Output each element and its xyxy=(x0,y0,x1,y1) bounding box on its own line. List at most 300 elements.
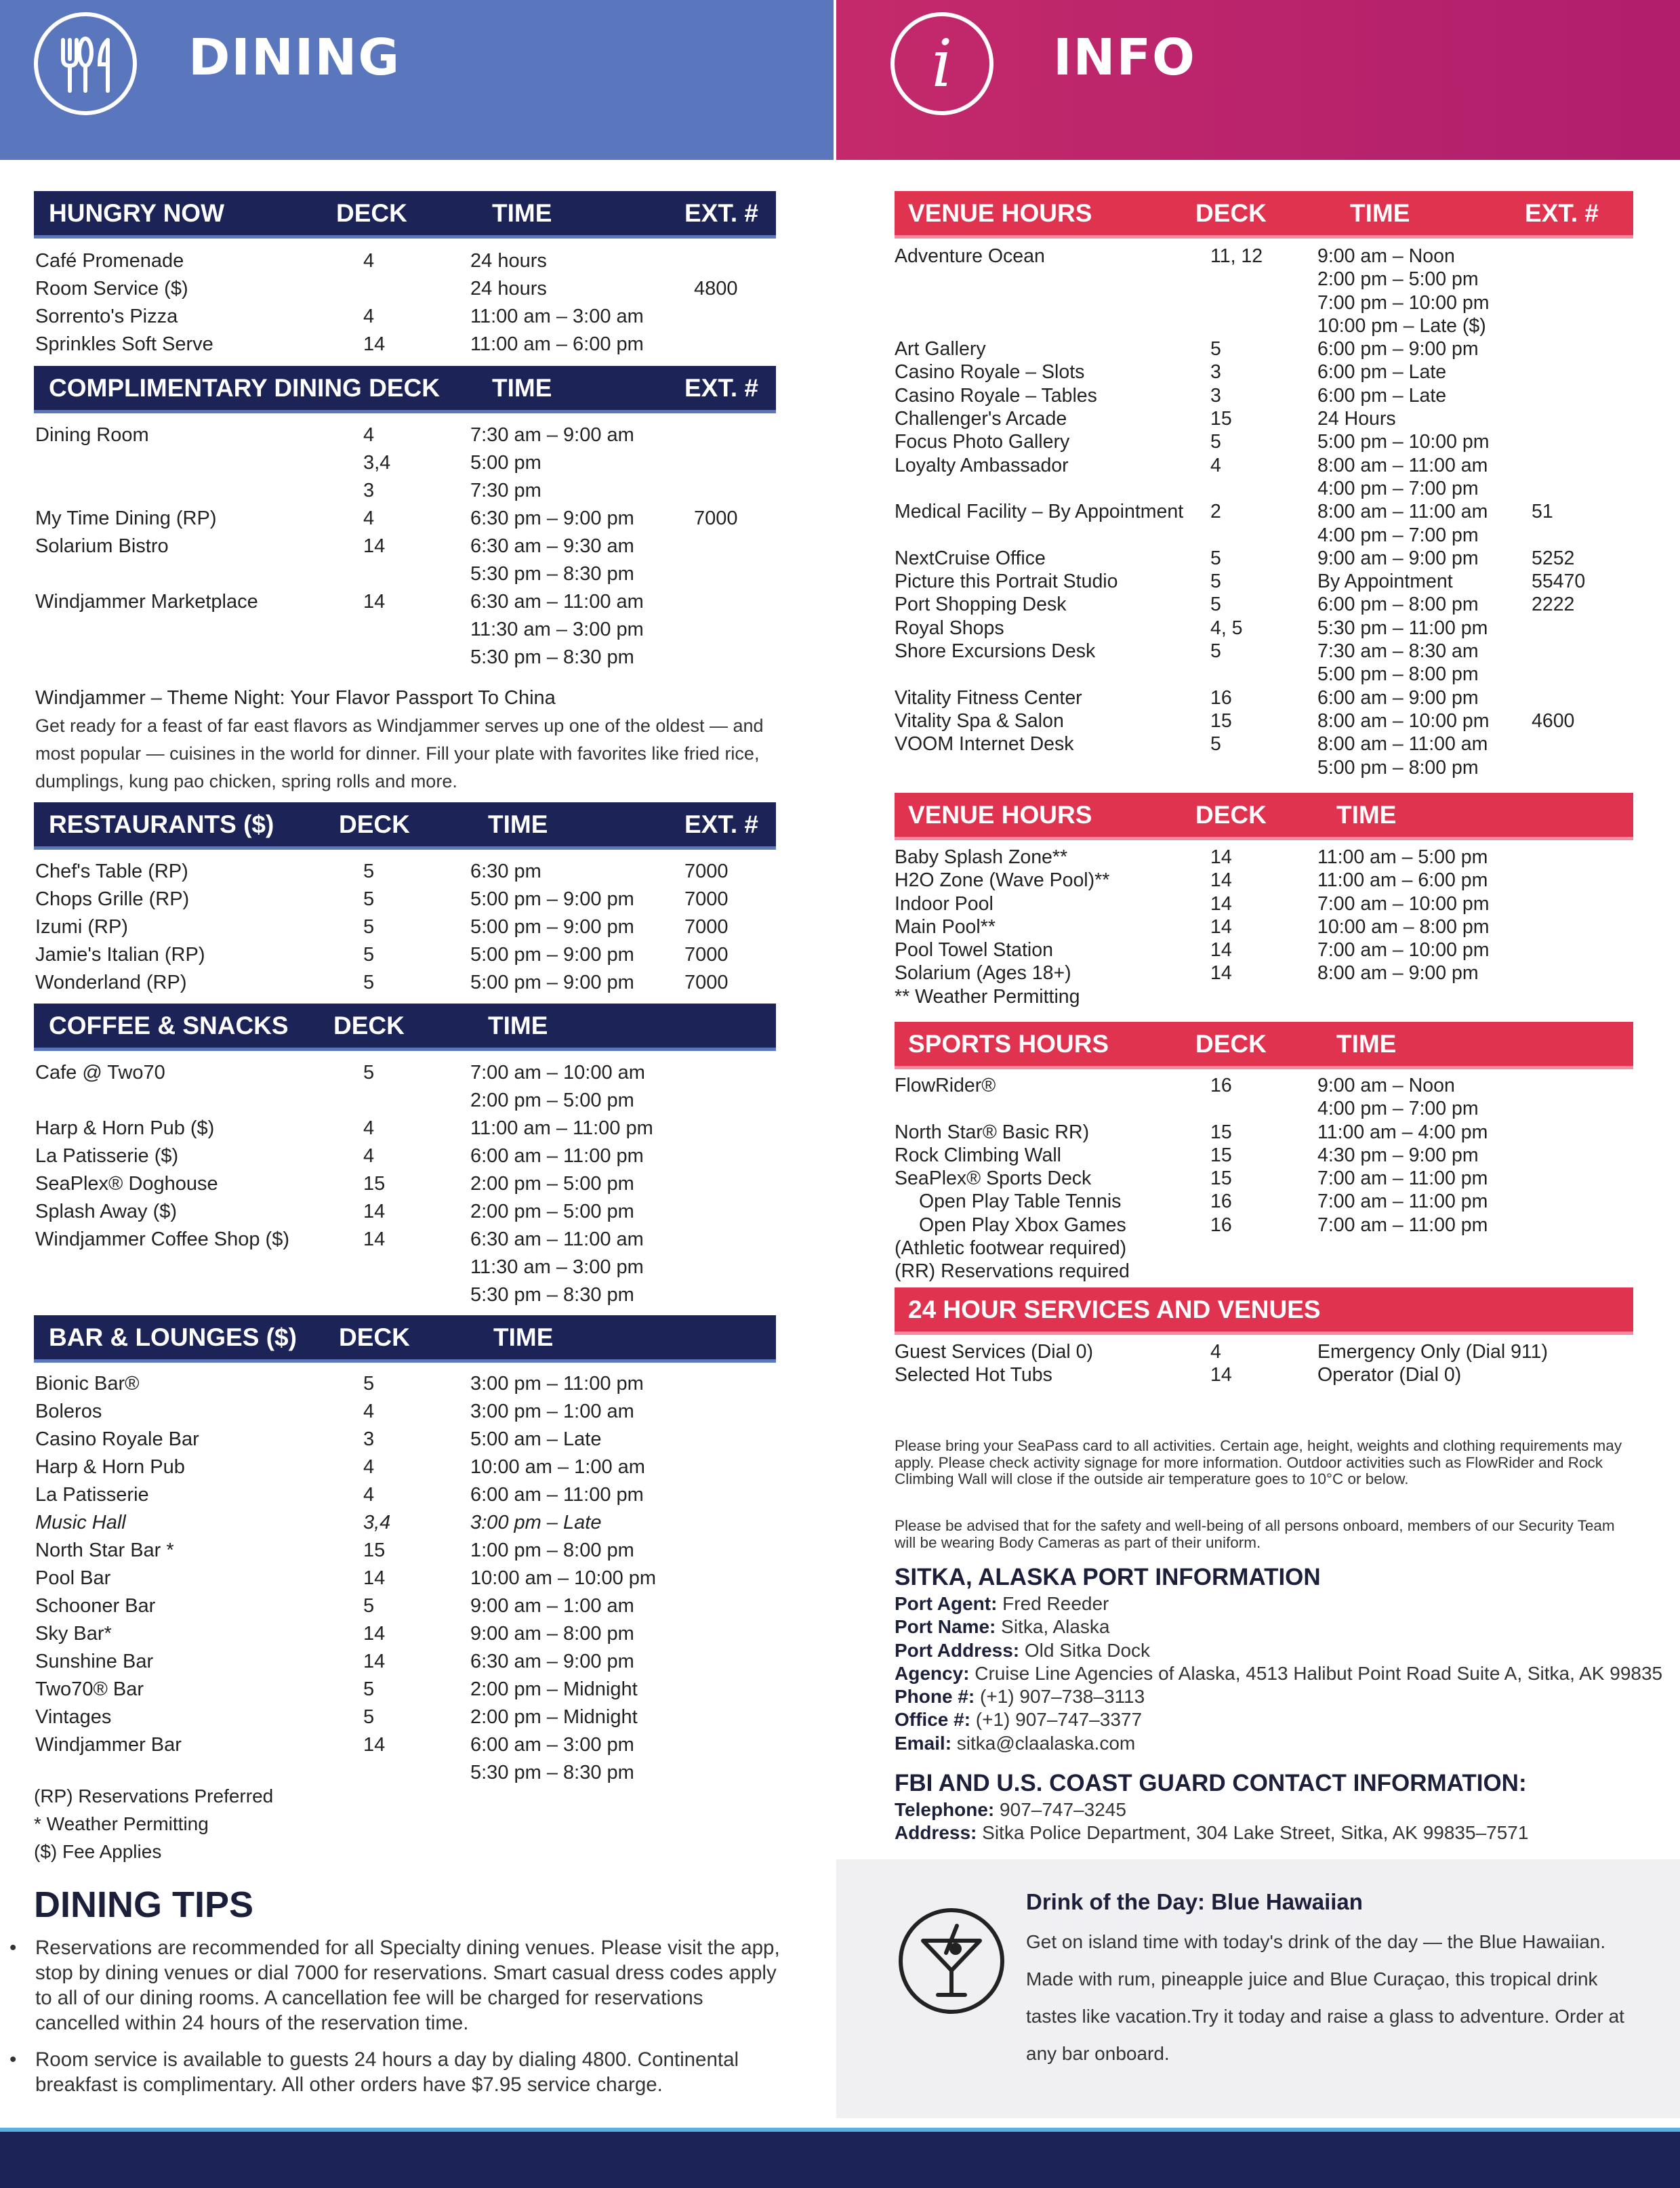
table-cell: 7:30 am – 8:30 am xyxy=(1317,640,1479,663)
table-cell: 5:00 pm – 8:00 pm xyxy=(1317,663,1479,686)
table-cell: 14 xyxy=(363,1229,386,1250)
table-cell: H2O Zone (Wave Pool)** xyxy=(895,869,1110,892)
restaurants-table xyxy=(35,858,774,997)
table-row xyxy=(895,547,1633,570)
table-row xyxy=(895,1144,1633,1167)
table-cell: 5 xyxy=(363,944,375,966)
table-cell: 9:00 am – 9:00 pm xyxy=(1317,547,1479,569)
table-row xyxy=(35,1648,774,1676)
table-row xyxy=(895,593,1633,616)
table-row xyxy=(895,268,1633,291)
table-cell: 24 hours xyxy=(470,250,547,272)
table-cell: 8:00 am – 11:00 am xyxy=(1317,733,1488,756)
table-cell: 14 xyxy=(1210,892,1232,915)
table-cell: 4 xyxy=(1210,454,1221,476)
table-row xyxy=(35,1453,774,1481)
table-row xyxy=(895,1121,1633,1144)
table-cell: Open Play Table Tennis xyxy=(919,1191,1122,1213)
table-cell: 4:00 pm – 7:00 pm xyxy=(1317,1098,1479,1120)
table-cell: 15 xyxy=(1210,1121,1232,1143)
table-row xyxy=(895,915,1633,938)
table-row xyxy=(895,756,1633,779)
table-cell: Sorrento's Pizza xyxy=(35,306,178,327)
table-cell: 6:00 am – 11:00 pm xyxy=(470,1145,644,1167)
table-cell: 7:00 pm – 10:00 pm xyxy=(1317,291,1490,314)
table-cell: Adventure Ocean xyxy=(895,245,1045,267)
table-cell: 8:00 am – 11:00 am xyxy=(1317,501,1488,523)
table-row xyxy=(895,500,1633,523)
col-deck: DECK xyxy=(333,1011,405,1039)
table-cell: Solarium Bistro xyxy=(35,535,169,557)
table-row xyxy=(895,1260,1633,1283)
info-line xyxy=(895,1662,1662,1685)
col-deck: DECK xyxy=(336,199,407,227)
table-cell: 9:00 am – Noon xyxy=(1317,245,1455,267)
table-row xyxy=(35,1059,774,1087)
table-cell: 6:30 am – 9:30 am xyxy=(470,535,634,557)
col-deck: DECK xyxy=(339,1323,410,1351)
table-row xyxy=(895,570,1633,593)
table-cell: 4 xyxy=(363,1117,375,1139)
venue-hours-header xyxy=(895,191,1633,239)
table-cell: 4:00 pm – 7:00 pm xyxy=(1317,524,1479,546)
info-icon: i xyxy=(890,12,993,115)
table-cell: Room Service ($) xyxy=(35,278,188,300)
info-label: Port Name: xyxy=(895,1616,996,1638)
table-cell: 5:00 pm xyxy=(470,452,541,474)
theme-night-title: Windjammer – Theme Night: Your Flavor Passport To China xyxy=(35,687,556,709)
table-cell: 5:00 pm – 9:00 pm xyxy=(470,972,634,993)
table-cell: 4 xyxy=(1210,1341,1221,1363)
bar-lounges-header xyxy=(34,1315,776,1363)
martini-glass-icon xyxy=(899,1908,1004,2014)
legend-weather: * Weather Permitting xyxy=(34,1813,209,1834)
table-cell: 4:30 pm – 9:00 pm xyxy=(1317,1144,1479,1166)
col-time: TIME xyxy=(1336,800,1397,829)
table-cell: 7:00 am – 11:00 pm xyxy=(1317,1191,1488,1213)
col-ext: EXT. # xyxy=(684,373,758,402)
table-cell: 5 xyxy=(1210,338,1221,360)
table-row xyxy=(35,1704,774,1731)
table-cell: Focus Photo Gallery xyxy=(895,431,1070,453)
table-cell: 11, 12 xyxy=(1210,245,1263,267)
table-cell: 11:30 am – 3:00 pm xyxy=(470,1256,644,1278)
table-cell: 4:00 pm – 7:00 pm xyxy=(1317,477,1479,499)
table-row xyxy=(35,1509,774,1537)
hungry-now-header xyxy=(34,191,776,239)
table-cell: 5:30 pm – 8:30 pm xyxy=(470,646,634,668)
table-cell: 2:00 pm – 5:00 pm xyxy=(470,1173,634,1195)
table-cell: Chops Grille (RP) xyxy=(35,888,190,910)
table-cell: La Patisserie ($) xyxy=(35,1145,179,1167)
table-cell: 4 xyxy=(363,1145,375,1167)
info-label: Port Address: xyxy=(895,1639,1020,1661)
fork-knife-icon xyxy=(34,12,137,115)
table-cell: Dining Room xyxy=(35,424,149,446)
table-cell: 6:00 pm – Late xyxy=(1317,361,1447,384)
table-cell: 14 xyxy=(363,1201,386,1222)
table-row xyxy=(895,477,1633,500)
table-row xyxy=(35,616,774,644)
table-cell: FlowRider® xyxy=(895,1075,996,1096)
table-cell: 5:00 pm – 10:00 pm xyxy=(1317,431,1490,453)
table-cell: 24 hours xyxy=(470,278,547,300)
table-cell: 7:30 am – 9:00 am xyxy=(470,424,634,446)
table-cell: Open Play Xbox Games xyxy=(919,1214,1126,1236)
table-cell: 4 xyxy=(363,1401,375,1422)
table-cell: Rock Climbing Wall xyxy=(895,1144,1061,1166)
table-row xyxy=(35,1592,774,1620)
table-row xyxy=(895,1340,1633,1363)
table-cell: 5 xyxy=(363,1595,375,1617)
table-cell: 5 xyxy=(1210,431,1221,453)
table-cell: 14 xyxy=(363,1623,386,1645)
table-row xyxy=(35,1565,774,1592)
table-cell: 9:00 am – 1:00 am xyxy=(470,1595,634,1617)
table-cell: 7:00 am – 10:00 pm xyxy=(1317,892,1490,915)
venue-hours-table xyxy=(895,245,1633,779)
table-row xyxy=(35,247,774,275)
table-cell: 2:00 pm – 5:00 pm xyxy=(470,1201,634,1222)
table-cell: Art Gallery xyxy=(895,338,986,360)
table-cell: 5:00 pm – 9:00 pm xyxy=(470,944,634,966)
table-cell: 14 xyxy=(1210,1364,1232,1386)
col-time: TIME xyxy=(1350,199,1410,227)
table-cell: Harp & Horn Pub xyxy=(35,1456,185,1478)
info-value: sitka@claalaska.com xyxy=(951,1732,1136,1754)
table-cell: 55470 xyxy=(1532,571,1586,593)
table-cell: 14 xyxy=(1210,846,1232,868)
table-cell: 15 xyxy=(363,1173,386,1195)
table-cell: 4, 5 xyxy=(1210,617,1243,639)
table-row xyxy=(895,617,1633,640)
dining-tip: • Room service is available to guests 24 hours a day by dialing 4800. Continental breakfast is complimentary. All other orders have $7.95 service charge. xyxy=(9,2047,782,2097)
table-cell: 6:00 pm – Late xyxy=(1317,384,1447,407)
table-cell: 14 xyxy=(1210,939,1232,962)
table-row xyxy=(895,430,1633,453)
table-cell: 5 xyxy=(363,1706,375,1728)
info-line xyxy=(895,1708,1662,1731)
table-cell: (RR) Reservations required xyxy=(895,1260,1130,1283)
table-row xyxy=(895,407,1633,430)
table-cell: Windjammer Coffee Shop ($) xyxy=(35,1229,290,1250)
coffee-snacks-table xyxy=(35,1059,774,1309)
info-line xyxy=(895,1615,1662,1638)
table-cell: Café Promenade xyxy=(35,250,184,272)
dining-tip: • Reservations are recommended for all Specialty dining venues. Please visit the app, stop by dining venues or dial 7000 for reservations. Smart casual dress codes apply to all of our dining rooms. A cancellation fee will be charged for reservations cancelled within 24 hours of the reservation time. xyxy=(9,1935,782,2036)
table-cell: 6:30 am – 9:00 pm xyxy=(470,1651,634,1672)
table-row xyxy=(895,1214,1633,1237)
services-24-header xyxy=(895,1287,1633,1335)
table-cell: 7:00 am – 10:00 pm xyxy=(1317,939,1490,962)
col-venue: BAR & LOUNGES ($) xyxy=(49,1323,297,1351)
table-cell: Sky Bar* xyxy=(35,1623,112,1645)
dining-tips-list xyxy=(9,1935,782,2109)
table-row xyxy=(895,1074,1633,1097)
table-row xyxy=(35,1198,774,1226)
table-cell: SeaPlex® Sports Deck xyxy=(895,1168,1092,1190)
table-cell: Boleros xyxy=(35,1401,102,1422)
table-row xyxy=(895,709,1633,732)
table-cell: 5 xyxy=(363,1678,375,1700)
table-row xyxy=(35,1281,774,1309)
complimentary-dining-header xyxy=(34,366,776,413)
info-line xyxy=(895,1639,1662,1662)
table-cell: 6:30 pm xyxy=(470,861,541,882)
drink-description: Get on island time with today's drink of the day — the Blue Hawaiian. Made with rum, pineapple juice and Blue Curaçao, this tropical drink tastes like vacation.Try it today and raise a glass to adventure. Order at any bar onboard. xyxy=(1026,1931,1624,2064)
table-row xyxy=(895,640,1633,663)
table-cell: Pool Towel Station xyxy=(895,939,1053,962)
table-cell: 5:00 pm – 9:00 pm xyxy=(470,888,634,910)
info-line xyxy=(895,1821,1528,1844)
table-cell: 11:00 am – 5:00 pm xyxy=(1317,846,1488,868)
table-cell: 5:00 pm – 9:00 pm xyxy=(470,916,634,938)
table-row xyxy=(35,477,774,505)
table-cell: 14 xyxy=(363,1734,386,1756)
table-cell: 11:30 am – 3:00 pm xyxy=(470,619,644,640)
table-cell: 6:30 am – 11:00 am xyxy=(470,591,644,613)
table-row xyxy=(895,892,1633,915)
table-cell: Casino Royale – Slots xyxy=(895,361,1085,384)
bar-lounges-table xyxy=(35,1370,774,1787)
table-cell: 4800 xyxy=(694,278,738,300)
table-cell: 7000 xyxy=(684,861,729,882)
table-row xyxy=(895,1097,1633,1120)
info-label: Address: xyxy=(895,1822,977,1844)
table-cell: 7:00 am – 10:00 am xyxy=(470,1062,645,1083)
legend-rp: (RP) Reservations Preferred xyxy=(34,1786,274,1807)
venue-hours-pool-table xyxy=(895,846,1633,1008)
col-time: TIME xyxy=(492,373,552,402)
table-cell: 5 xyxy=(1210,640,1221,663)
info-value: Cruise Line Agencies of Alaska, 4513 Halibut Point Road Suite A, Sitka, AK 99835 xyxy=(969,1662,1663,1684)
table-cell: Pool Bar xyxy=(35,1567,111,1589)
info-value: Fred Reeder xyxy=(997,1593,1109,1614)
table-cell: 3:00 pm – Late xyxy=(470,1512,602,1533)
table-cell: 6:30 am – 11:00 am xyxy=(470,1229,644,1250)
col-deck: DECK xyxy=(1195,800,1267,829)
drink-of-the-day xyxy=(836,1859,1680,2118)
table-row xyxy=(35,1731,774,1759)
table-cell: 4 xyxy=(363,424,375,446)
table-cell: 5:30 pm – 8:30 pm xyxy=(470,1284,634,1306)
table-cell: 16 xyxy=(1210,1214,1232,1236)
table-row xyxy=(35,1254,774,1281)
table-cell: 16 xyxy=(1210,1075,1232,1096)
col-deck: DECK xyxy=(1195,1029,1267,1058)
col-time: TIME xyxy=(1336,1029,1397,1058)
info-label: Office #: xyxy=(895,1709,971,1731)
table-cell: 14 xyxy=(363,535,386,557)
table-cell: 4600 xyxy=(1532,709,1575,732)
table-cell: 2:00 pm – Midnight xyxy=(470,1706,638,1728)
table-cell: 5:00 pm – 8:00 pm xyxy=(1317,756,1479,779)
table-cell: 4 xyxy=(363,1456,375,1478)
table-cell: Windjammer Marketplace xyxy=(35,591,258,613)
info-value: Sitka, Alaska xyxy=(996,1616,1110,1638)
table-cell: 8:00 am – 11:00 am xyxy=(1317,454,1488,476)
info-line xyxy=(895,1592,1662,1615)
table-cell: 15 xyxy=(1210,1168,1232,1190)
table-cell: 15 xyxy=(1210,709,1232,732)
table-cell: Guest Services (Dial 0) xyxy=(895,1341,1094,1363)
table-cell: La Patisserie xyxy=(35,1484,149,1506)
footer-bar xyxy=(0,2128,1680,2188)
table-cell: 14 xyxy=(363,591,386,613)
table-row xyxy=(895,663,1633,686)
table-row xyxy=(35,1115,774,1142)
table-row xyxy=(35,303,774,331)
col-time: TIME xyxy=(488,810,548,838)
col-ext: EXT. # xyxy=(684,199,758,227)
table-row xyxy=(35,421,774,449)
table-cell: By Appointment xyxy=(1317,571,1453,593)
table-cell: 14 xyxy=(363,1651,386,1672)
table-row xyxy=(35,886,774,913)
table-cell: Solarium (Ages 18+) xyxy=(895,962,1071,985)
col-venue: COFFEE & SNACKS xyxy=(49,1011,289,1039)
services-24-table xyxy=(895,1340,1633,1387)
table-row xyxy=(35,1537,774,1565)
table-cell: 3,4 xyxy=(363,452,391,474)
table-cell: Loyalty Ambassador xyxy=(895,454,1069,476)
table-cell: 3 xyxy=(363,480,375,501)
table-cell: 3:00 pm – 1:00 am xyxy=(470,1401,634,1422)
table-cell: Bionic Bar® xyxy=(35,1373,140,1395)
theme-night xyxy=(35,684,781,796)
table-cell: 14 xyxy=(1210,962,1232,985)
table-cell: 10:00 pm – Late ($) xyxy=(1317,314,1486,337)
security-note: Please be advised that for the safety and well-being of all persons onboard, members of our Security Team will be wearing Body Cameras as part of their uniform. xyxy=(895,1517,1615,1551)
table-cell: 51 xyxy=(1532,501,1553,523)
table-cell: 8:00 am – 9:00 pm xyxy=(1317,962,1479,985)
table-row xyxy=(895,384,1633,407)
table-cell: 11:00 am – 4:00 pm xyxy=(1317,1121,1488,1143)
table-row xyxy=(35,1370,774,1398)
table-row xyxy=(895,454,1633,477)
info-value: 907–747–3245 xyxy=(994,1799,1126,1820)
sports-hours-table xyxy=(895,1074,1633,1283)
activity-note: Please bring your SeaPass card to all activities. Certain age, height, weights and clothing requirements may apply. Please check activity signage for more information. Outdoor activities such as FlowRider and Rock Climbing Wall will close if the outside air temperature goes to 10°C or below. xyxy=(895,1437,1622,1487)
table-cell: 6:00 pm – 9:00 pm xyxy=(1317,338,1479,360)
table-cell: 6:00 am – 9:00 pm xyxy=(1317,686,1479,709)
table-cell: 2:00 pm – 5:00 pm xyxy=(470,1090,634,1111)
table-cell: Schooner Bar xyxy=(35,1595,156,1617)
table-cell: (Athletic footwear required) xyxy=(895,1237,1127,1260)
table-row xyxy=(35,1226,774,1254)
info-label: Port Agent: xyxy=(895,1593,998,1614)
table-cell: 4 xyxy=(363,508,375,529)
table-cell: 4 xyxy=(363,1484,375,1506)
table-cell: ** Weather Permitting xyxy=(895,985,1080,1008)
table-cell: 5 xyxy=(363,916,375,938)
table-cell: Splash Away ($) xyxy=(35,1201,178,1222)
col-venue: SPORTS HOURS xyxy=(908,1029,1109,1058)
table-cell: Vitality Spa & Salon xyxy=(895,709,1064,732)
table-cell: 14 xyxy=(1210,915,1232,938)
restaurants-header xyxy=(34,802,776,850)
table-cell: 6:00 pm – 8:00 pm xyxy=(1317,594,1479,616)
table-row xyxy=(895,337,1633,360)
table-row xyxy=(35,533,774,560)
table-cell: 7:30 pm xyxy=(470,480,541,501)
col-venue: RESTAURANTS ($) xyxy=(49,810,274,838)
col-ext: EXT. # xyxy=(684,810,758,838)
table-row xyxy=(35,1142,774,1170)
services-24-title: 24 HOUR SERVICES AND VENUES xyxy=(908,1295,1321,1323)
table-row xyxy=(35,449,774,477)
table-cell: 24 Hours xyxy=(1317,408,1396,430)
table-cell: 5252 xyxy=(1532,547,1575,569)
table-cell: 3 xyxy=(363,1428,375,1450)
col-venue: VENUE HOURS xyxy=(908,800,1092,829)
col-time: TIME xyxy=(488,1011,548,1039)
table-row xyxy=(35,1170,774,1198)
table-cell: North Star® Basic RR) xyxy=(895,1121,1090,1143)
table-cell: 11:00 am – 6:00 pm xyxy=(1317,869,1488,892)
table-cell: 5:00 am – Late xyxy=(470,1428,602,1450)
table-row xyxy=(35,275,774,303)
table-cell: 6:00 am – 3:00 pm xyxy=(470,1734,634,1756)
table-cell: 9:00 am – Noon xyxy=(1317,1075,1455,1096)
table-row xyxy=(895,938,1633,962)
table-cell: Two70® Bar xyxy=(35,1678,144,1700)
info-value: (+1) 907–738–3113 xyxy=(975,1686,1145,1708)
table-row xyxy=(35,858,774,886)
table-cell: 15 xyxy=(1210,1144,1232,1166)
table-cell: 5 xyxy=(363,1373,375,1395)
table-row xyxy=(895,732,1633,756)
table-cell: Medical Facility – By Appointment xyxy=(895,501,1184,523)
table-row xyxy=(35,913,774,941)
table-row xyxy=(35,560,774,588)
table-cell: Cafe @ Two70 xyxy=(35,1062,165,1083)
table-row xyxy=(35,644,774,672)
drink-title: Drink of the Day: Blue Hawaiian xyxy=(1026,1889,1363,1914)
table-cell: Port Shopping Desk xyxy=(895,594,1067,616)
port-info-title: SITKA, ALASKA PORT INFORMATION xyxy=(895,1564,1321,1590)
col-venue: COMPLIMENTARY DINING DECK xyxy=(49,373,440,402)
col-deck: DECK xyxy=(339,810,410,838)
table-cell: Windjammer Bar xyxy=(35,1734,182,1756)
table-cell: My Time Dining (RP) xyxy=(35,508,217,529)
table-cell: Main Pool** xyxy=(895,915,996,938)
table-cell: 3 xyxy=(1210,361,1221,384)
table-row xyxy=(895,1190,1633,1213)
table-cell: Vitality Fitness Center xyxy=(895,686,1082,709)
table-cell: Challenger's Arcade xyxy=(895,408,1067,430)
table-row xyxy=(895,985,1633,1008)
table-cell: 7000 xyxy=(684,972,729,993)
table-row xyxy=(35,1620,774,1648)
table-cell: 3,4 xyxy=(363,1512,391,1533)
table-cell: 5 xyxy=(1210,547,1221,569)
table-cell: 7000 xyxy=(684,944,729,966)
table-row xyxy=(895,524,1633,547)
table-cell: 11:00 am – 6:00 pm xyxy=(470,333,644,355)
table-cell: VOOM Internet Desk xyxy=(895,733,1074,756)
info-title: INFO xyxy=(1053,28,1196,87)
table-cell: Baby Splash Zone** xyxy=(895,846,1068,868)
col-venue: HUNGRY NOW xyxy=(49,199,224,227)
table-cell: 5 xyxy=(363,861,375,882)
sports-hours-header xyxy=(895,1022,1633,1069)
table-cell: 5 xyxy=(1210,594,1221,616)
info-line xyxy=(895,1685,1662,1708)
table-cell: Picture this Portrait Studio xyxy=(895,571,1118,593)
table-cell: SeaPlex® Doghouse xyxy=(35,1173,218,1195)
table-cell: 1:00 pm – 8:00 pm xyxy=(470,1540,634,1561)
